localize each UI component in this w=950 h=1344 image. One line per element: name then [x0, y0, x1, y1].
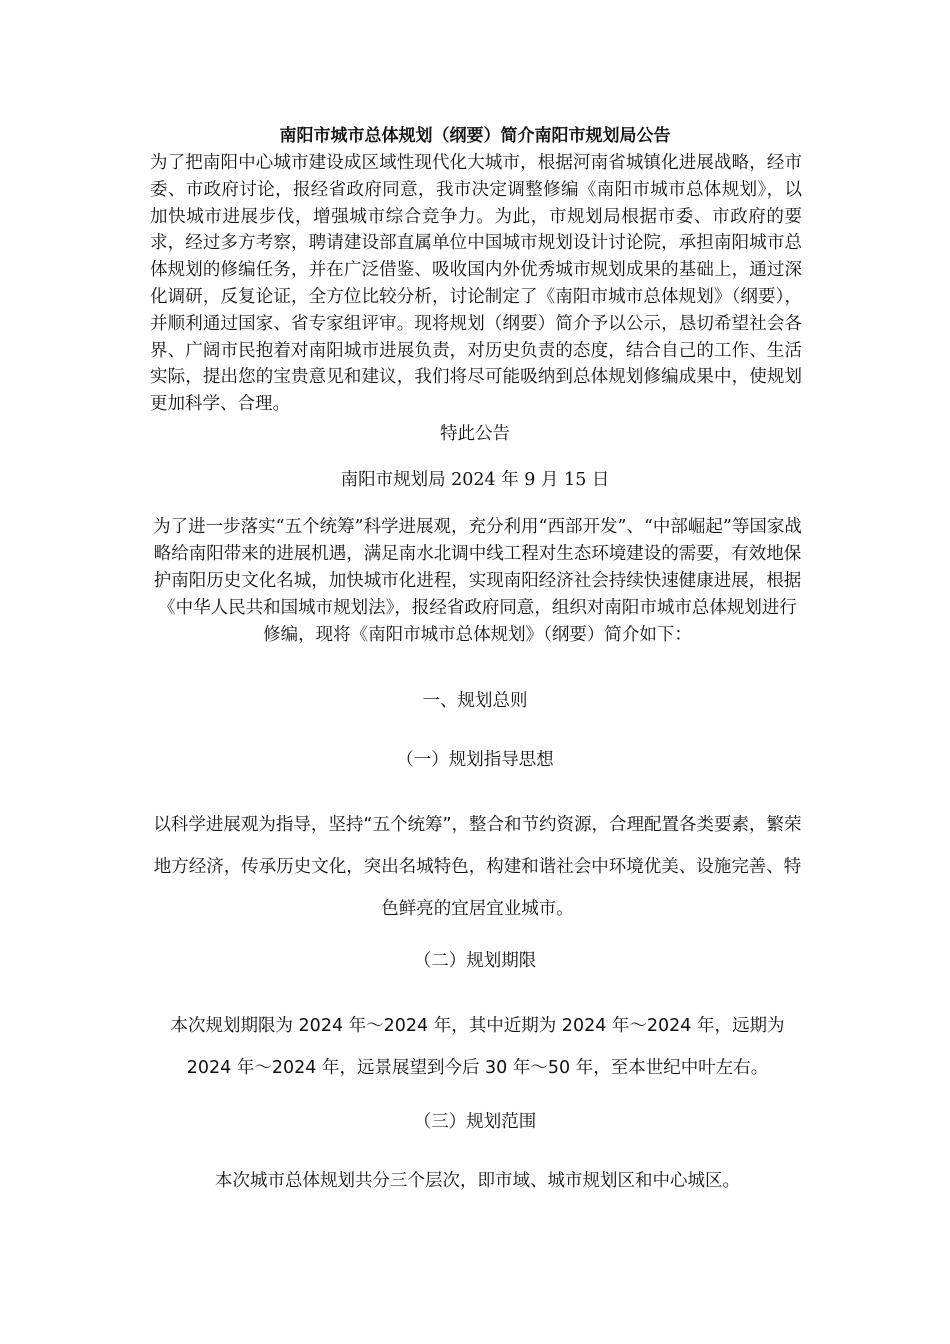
- intro-paragraph: 为了把南阳中心城市建设成区域性现代化大城市，根据河南省城镇化进展战略，经市委、市政府讨论，报经省政府同意，我市决定调整修编《南阳市城市总体规划》，以加快城市进展步伐，增强城市综合竞争力。为此，市规划局根据市委、市政府的要求，经过多方考察，聘请建设部直属单位中国城市规划设计讨论院，承担南阳城市总体规划的修编任务，并在广泛借鉴、吸收国内外优秀城市规划成果的基础上，通过深化调研，反复论证，全方位比较分析，讨论制定了《南阳市城市总体规划》（纲要），并顺利通过国家、省专家组评审。现将规划（纲要）简介予以公示，恳切希望社会各界、广阔市民抱着对南阳城市进展负责，对历史负责的态度，结合自己的工作、生活实际，提出您的宝贵意见和建议，我们将尽可能吸纳到总体规划修编成果中，使规划更加科学、合理。: [150, 153, 802, 415]
- second-paragraph: 为了进一步落实“五个统筹”科学进展观，充分利用“西部开发”、“中部崛起”等国家战略给南阳带来的进展机遇，满足南水北调中线工程对生态环境建设的需要，有效地保护南阳历史文化名城，加快城市化进程，实现南阳经济社会持续快速健康进展，根据《中华人民共和国城市规划法》，报经省政府同意，组织对南阳市城市总体规划进行修编，现将《南阳市城市总体规划》（纲要）简介如下：: [153, 517, 802, 645]
- subsection-two-text: 本次规划期限为 2024 年～2024 年，其中近期为 2024 年～2024 年，远期为 2024 年～2024 年，远景展望到今后 30 年～50 年，至本世纪中叶左右。: [170, 1016, 785, 1078]
- notice-text: 特此公告: [440, 424, 510, 444]
- subsection-one-heading: （一）规划指导思想: [396, 750, 554, 770]
- signature-date: 南阳市规划局 2024 年 9 月 15 日: [340, 470, 610, 490]
- subsection-two-heading: （二）规划期限: [413, 951, 537, 971]
- subsection-three-heading: （三）规划范围: [413, 1112, 537, 1132]
- document-title: 南阳市城市总体规划（纲要）简介南阳市规划局公告: [279, 126, 671, 146]
- subsection-three-text: 本次城市总体规划共分三个层次，即市域、城市规划区和中心城区。: [215, 1171, 740, 1191]
- section-one-heading: 一、规划总则: [422, 691, 528, 711]
- subsection-one-text: 以科学进展观为指导，坚持“五个统筹”，整合和节约资源，合理配置各类要素，繁荣地方经济，传承历史文化，突出名城特色，构建和谐社会中环境优美、设施完善、特色鲜亮的宜居宜业城市。: [153, 815, 802, 919]
